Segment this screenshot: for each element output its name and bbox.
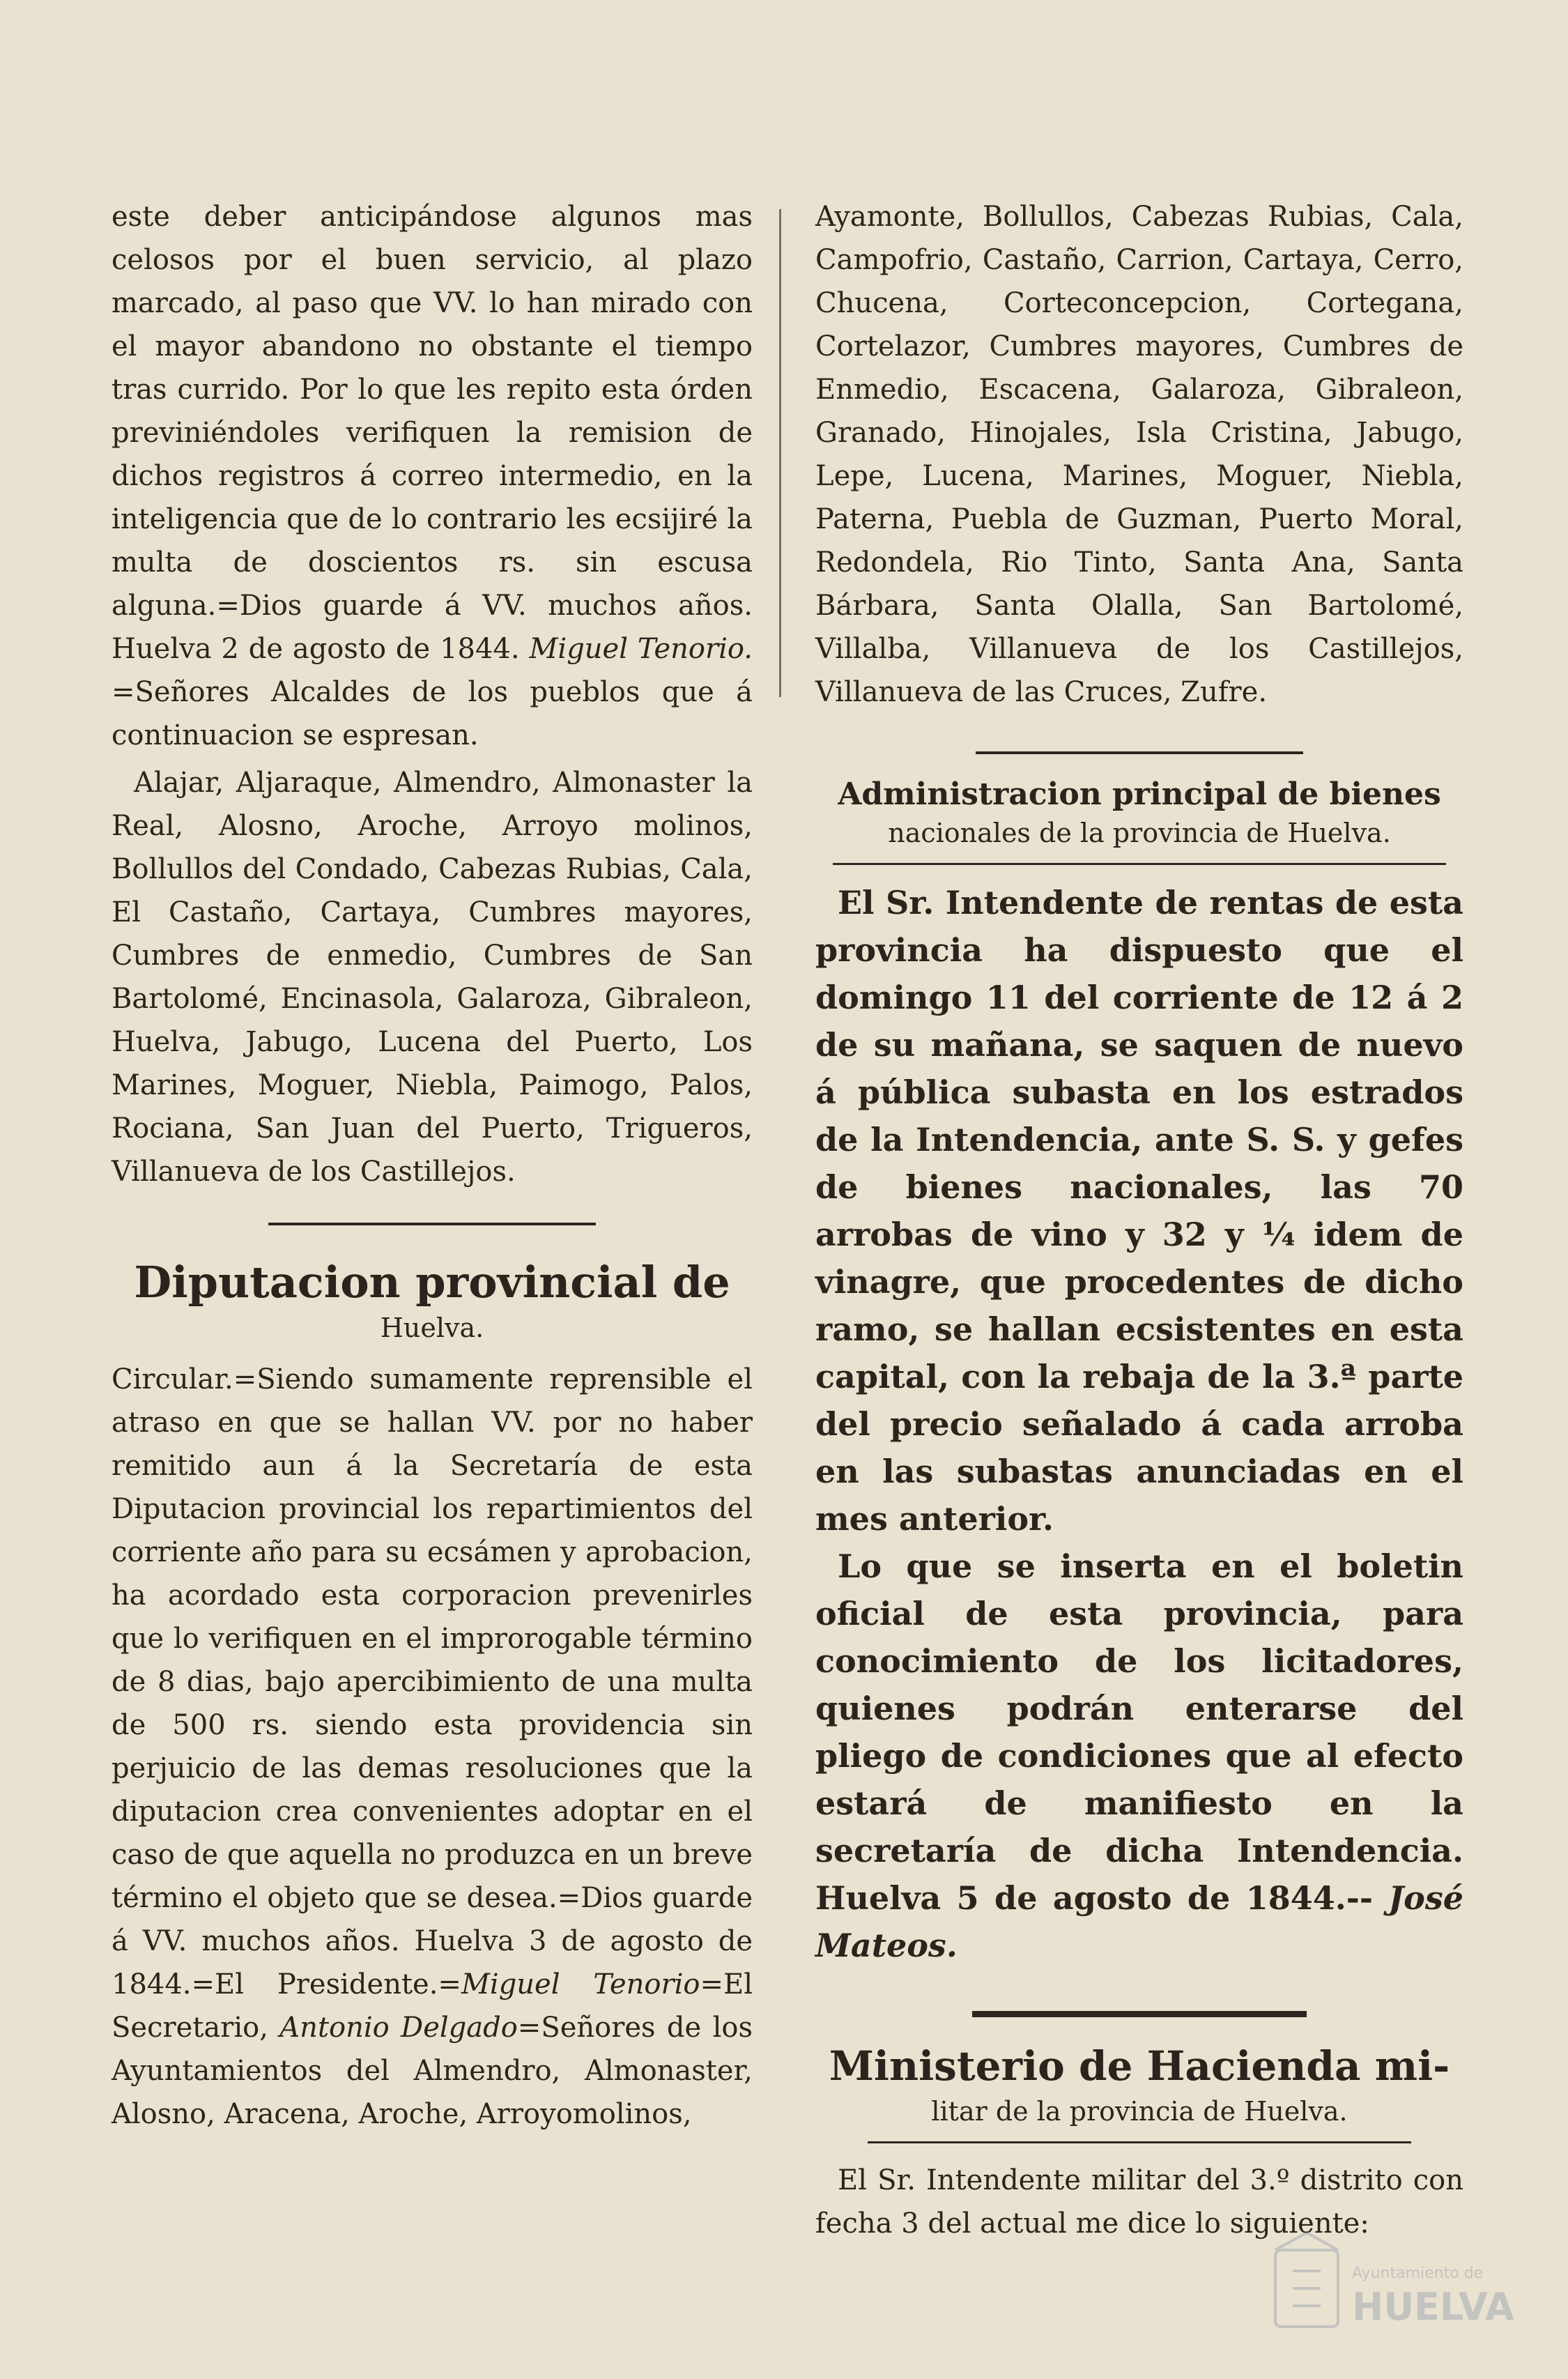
city-council-watermark [1261, 2229, 1526, 2341]
admin-subtitle: nacionales de la provincia de Huelva. [888, 818, 1391, 848]
admin-body [815, 879, 1463, 1969]
notice-paragraph: este deber anticipándose algunos mas celosos por el buen servicio, al plazo marcado, al paso que VV. lo han mirado con el mayor abandono no obstante el tiempo tras currido. Por lo que les repito esta órden previniéndoles verifiquen la remision de dichos registros á correo intermedio, en la inteligencia que de lo contrario les ecsijiré la multa de doscientos rs. sin escusa alguna.=Dios guarde á VV. muchos años. Huelva 2 de agosto de 1844. Miguel Tenorio. =Señores Alcaldes de los pueblos que á continuacion se espresan. [112, 201, 753, 751]
ministry-subtitle-rule [868, 2141, 1411, 2143]
left-column [112, 195, 753, 2136]
ministry-subtitle: litar de la provincia de Huelva. [931, 2096, 1348, 2127]
section-title: Diputacion provincial de [134, 1257, 730, 1308]
notice-signature: Miguel Tenorio. [529, 633, 753, 665]
circular-paragraph: Circular.=Siendo sumamente reprensible el atraso en que se hallan VV. por no haber remitido aun á la Secretaría de esta Diputacion provincial los repartimientos del corriente año para su ecsámen y aprobacion, ha acordado esta corporacion prevenirles que lo verifiquen en el improrogable término de 8 dias, bajo apercibimiento de una multa de 500 rs. siendo esta providencia sin perjuicio de las demas resoluciones que la diputacion crea convenientes adoptar en el caso de que aquella no produzca en un breve término el objeto que se desea.=Dios guarde á VV. muchos años. Huelva 3 de agosto de 1844.=El Presidente.=Miguel Tenorio=El Secretario, Antonio Delgado=Señores de los Ayuntamientos del Almendro, Almonaster, Alosno, Aracena, Aroche, Arroyomolinos, [112, 1363, 753, 2130]
column-divider [779, 209, 781, 697]
admin-paragraph-2: Lo que se inserta en el boletin oficial de esta provincia, para conocimiento de los licitadores, quienes podrán enterarse del pliego de condiciones que al efecto estará de manifiesto en la secretaría de dicha Intendencia. Huelva 5 de agosto de 1844.-- José Mateos. [815, 1547, 1463, 1964]
towns-list: Alajar, Aljaraque, Almendro, Almonaster la Real, Alosno, Aroche, Arroyo molinos, Bollullos del Condado, Cabezas Rubias, Cala, El Castaño, Cartaya, Cumbres mayores, Cumbres de enmedio, Cumbres de San Bartolomé, Encinasola, Galaroza, Gibraleon, Huelva, Jabugo, Lucena del Puerto, Los Marines, Moguer, Niebla, Paimogo, Palos, Rociana, San Juan del Puerto, Trigueros, Villanueva de los Castillejos. [112, 767, 753, 1188]
secretary-name: Antonio Delgado [279, 2012, 518, 2044]
president-name: Miguel Tenorio [461, 1968, 700, 2001]
ministry-paragraph: El Sr. Intendente militar del 3.º distrito con fecha 3 del actual me dice lo siguiente: [815, 2164, 1463, 2240]
watermark-small-text: Ayuntamiento de [1352, 2265, 1484, 2282]
watermark-big-text: HUELVA [1352, 2285, 1514, 2329]
admin-subtitle-rule [833, 863, 1446, 865]
section-subtitle: Huelva. [380, 1313, 484, 1343]
right-column [815, 195, 1463, 2245]
ministry-title: Ministerio de Hacienda mi- [829, 2042, 1450, 2090]
admin-title: Administracion principal de bienes [838, 777, 1441, 812]
admin-separator [976, 751, 1303, 754]
ministry-separator [972, 2011, 1307, 2017]
coat-of-arms-icon [1275, 2233, 1338, 2327]
admin-paragraph-1: El Sr. Intendente de rentas de esta provincia ha dispuesto que el domingo 11 del corriente de 12 á 2 de su mañana, se saquen de nuevo á pública subasta en los estrados de la Intendencia, ante S. S. y gefes de bienes nacionales, las 70 arrobas de vino y 32 y ¼ idem de vinagre, que procedentes de dicho ramo, se hallan ecsistentes en esta capital, con la rebaja de la 3.ª parte del precio señalado á cada arroba en las subastas anunciadas en el mes anterior. [815, 884, 1463, 1538]
section-separator [268, 1223, 596, 1225]
admin-signature: José Mateos. [815, 1879, 1463, 1964]
towns-continued: Ayamonte, Bollullos, Cabezas Rubias, Cala, Campofrio, Castaño, Carrion, Cartaya, Cerro, Chucena, Corteconcepcion, Cortegana, Cortelazor, Cumbres mayores, Cumbres de Enmedio, Escacena, Galaroza, Gibraleon, Granado, Hinojales, Isla Cristina, Jabugo, Lepe, Lucena, Marines, Moguer, Niebla, Paterna, Puebla de Guzman, Puerto Moral, Redondela, Rio Tinto, Santa Ana, Santa Bárbara, Santa Olalla, San Bartolomé, Villalba, Villanueva de los Castillejos, Villanueva de las Cruces, Zufre. [815, 201, 1463, 708]
